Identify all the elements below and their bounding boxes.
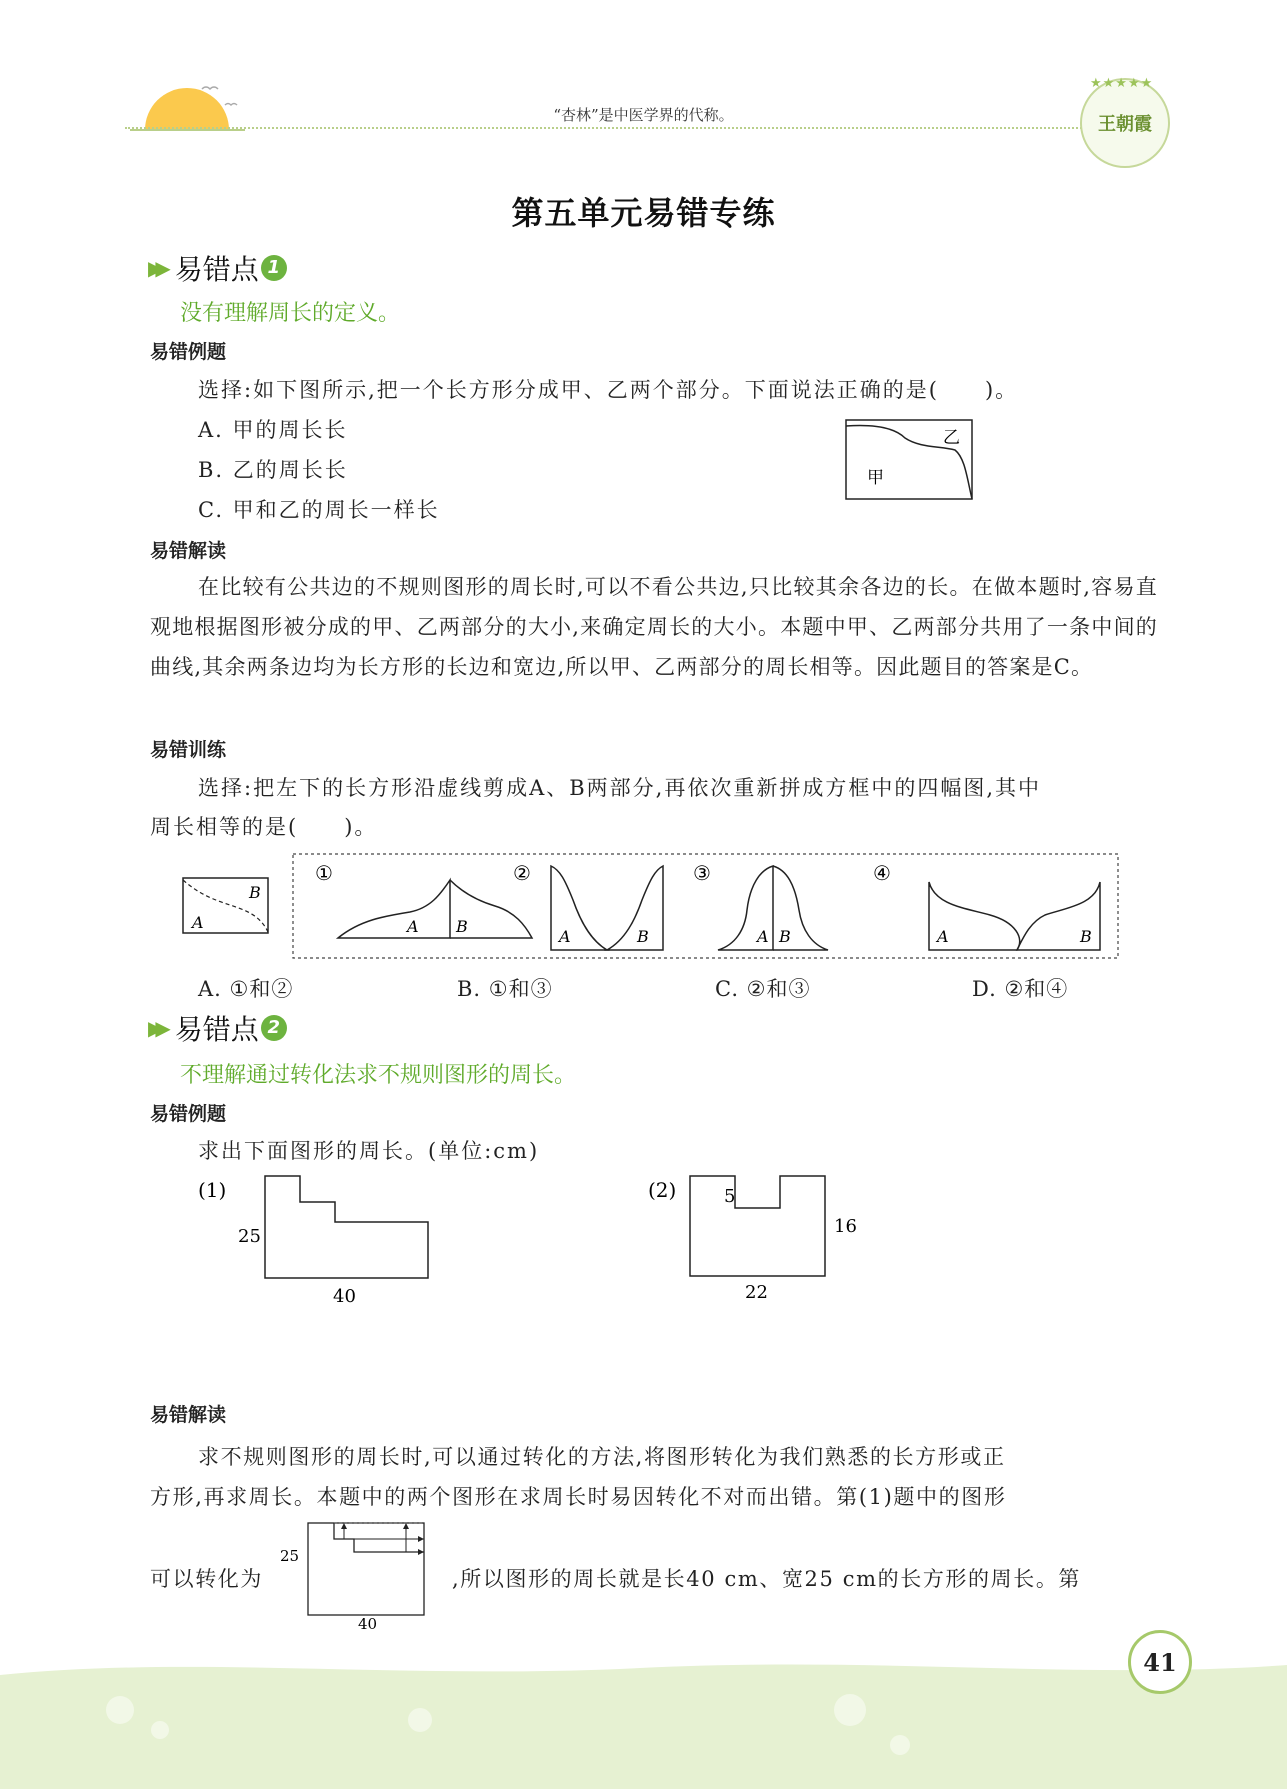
- page-number-badge: [1128, 1630, 1192, 1694]
- point2-analysis-line3a: 可以转化为: [150, 1567, 263, 1591]
- source-rectangle: [183, 878, 268, 933]
- fig2-label-a: A: [559, 927, 571, 946]
- point2-analysis-line2: 方形,再求周长。本题中的两个图形在求周长时易因转化不对而出错。第(1)题中的图形: [150, 1485, 1007, 1509]
- point1-analysis: 在比较有公共边的不规则图形的周长时,可以不看公共边,只比较其余各边的长。在做本题时,容易直观地根据图形被分成的甲、乙两部分的大小,来确定周长的大小。本题中甲、乙两部分共用了一条中间的曲线,其余两条边均为长方形的长边和宽边,所以甲、乙两部分的周长相等。因此题目的答案是C。: [150, 575, 1158, 679]
- fig2-label-b: B: [637, 927, 649, 946]
- point2-subtitle: 不理解通过转化法求不规则图形的周长。: [180, 1063, 577, 1088]
- point1-subtitle: 没有理解周长的定义。: [180, 301, 401, 326]
- option-figure-4: [873, 861, 1100, 950]
- point-number-badge: 2: [261, 1015, 287, 1041]
- fig2-label: (2): [648, 1178, 677, 1202]
- page-title: 第五单元易错专练: [511, 194, 776, 232]
- point2-figure-1: [190, 1170, 450, 1310]
- training-option-d: D. ②和④: [972, 977, 1069, 1001]
- training-option-a: A. ①和②: [198, 977, 294, 1001]
- publisher-logo: [1080, 78, 1170, 168]
- option-figure-2: [513, 861, 663, 950]
- training-option-c: C. ②和③: [715, 977, 811, 1001]
- fig-label-jia: 甲: [867, 468, 884, 488]
- point1-option-a: A. 甲的周长长: [198, 418, 348, 442]
- fig3-label-a: A: [757, 927, 769, 946]
- circle-num-2: ②: [513, 861, 531, 885]
- fig1-width: 40: [333, 1286, 356, 1307]
- point2-analysis-label: 易错解读: [150, 1404, 227, 1426]
- fig4-label-b: B: [1080, 927, 1092, 946]
- point1-example-label: 易错例题: [150, 341, 227, 363]
- point1-training-line2: 周长相等的是( )。: [150, 815, 378, 839]
- point1-heading: ▶▶ 易错点 1: [148, 248, 287, 288]
- training-option-b: B. ①和③: [457, 977, 553, 1001]
- circle-num-3: ③: [693, 861, 711, 885]
- star-icon: ★★★★★: [1090, 76, 1154, 91]
- fig2-width: 22: [745, 1282, 768, 1303]
- point1-training-label: 易错训练: [150, 739, 227, 761]
- point2-analysis-line1: 求不规则图形的周长时,可以通过转化的方法,将图形转化为我们熟悉的长方形或正: [198, 1445, 1006, 1469]
- fig2-height: 16: [834, 1216, 857, 1237]
- fig1-label-a: A: [407, 917, 419, 936]
- double-arrow-icon: ▶▶: [148, 1016, 163, 1040]
- src-label-b: B: [249, 883, 261, 902]
- point2-example-label: 易错例题: [150, 1103, 227, 1125]
- circle-num-4: ④: [873, 861, 891, 885]
- logo-text: 王朝霞: [1098, 114, 1152, 135]
- point1-rectangle-figure: [845, 418, 975, 502]
- training-figures: [175, 850, 1125, 960]
- circle-num-1: ①: [315, 861, 333, 885]
- fig1-label: (1): [198, 1178, 227, 1202]
- point1-analysis-label: 易错解读: [150, 540, 227, 562]
- option-figure-3: [693, 861, 828, 950]
- src-label-a: A: [192, 913, 204, 932]
- footer-decoration: [0, 1647, 1287, 1789]
- fig3-label-b: B: [779, 927, 791, 946]
- option-figure-1: [315, 861, 532, 938]
- point2-question: 求出下面图形的周长。(单位:cm): [198, 1139, 540, 1163]
- mini-width: 40: [358, 1615, 378, 1630]
- double-arrow-icon: ▶▶: [148, 256, 163, 280]
- fig1-label-b: B: [456, 917, 468, 936]
- point2-heading: ▶▶ 易错点 2: [148, 1008, 287, 1048]
- point1-question: 选择:如下图所示,把一个长方形分成甲、乙两个部分。下面说法正确的是( )。: [198, 378, 1019, 402]
- header-tip: “杏林”是中医学界的代称。: [553, 106, 734, 124]
- page-number: 41: [1143, 1647, 1177, 1677]
- fig2-notch: 5: [724, 1186, 736, 1207]
- point2-figure-2: [640, 1170, 880, 1310]
- point2-transformed-figure: [278, 1515, 453, 1630]
- point1-option-c: C. 甲和乙的周长一样长: [198, 498, 440, 522]
- point1-training-line1: 选择:把左下的长方形沿虚线剪成A、B两部分,再依次重新拼成方框中的四幅图,其中: [198, 776, 1042, 800]
- point-number-badge: 1: [261, 255, 287, 281]
- point2-analysis-line3b: ,所以图形的周长就是长40 cm、宽25 cm的长方形的周长。第: [452, 1567, 1082, 1591]
- fig1-height: 25: [238, 1226, 261, 1247]
- fig4-label-a: A: [937, 927, 949, 946]
- point1-option-b: B. 乙的周长长: [198, 458, 348, 482]
- mini-height: 25: [280, 1547, 300, 1565]
- header-rule: [125, 127, 1085, 129]
- fig-label-yi: 乙: [943, 428, 960, 448]
